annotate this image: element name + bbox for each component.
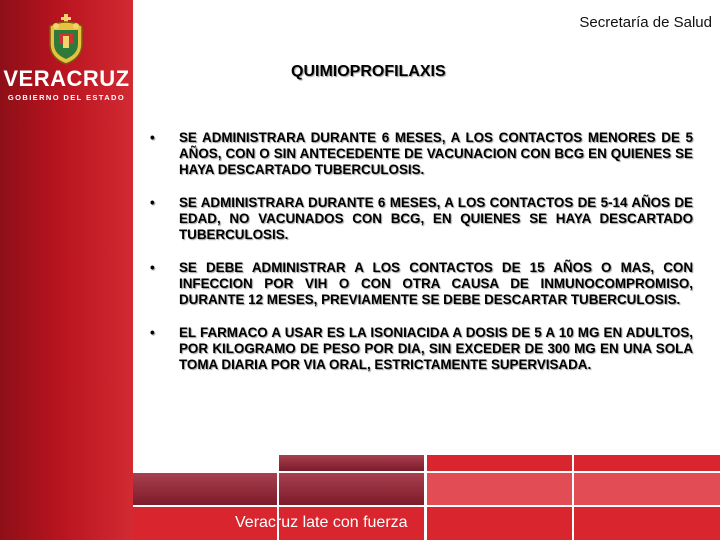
bullet-symbol: • — [150, 325, 155, 340]
department-label: Secretaría de Salud — [579, 14, 712, 31]
brand-sidebar — [0, 0, 133, 540]
bullet-text: SE ADMINISTRARA DURANTE 6 MESES, A LOS CONTACTOS DE 5-14 AÑOS DE EDAD, NO VACUNADOS CON BCG, EN QUIENES SE HAYA DESCARTADO TUBERCULOSIS. — [179, 195, 693, 242]
list-item — [150, 195, 693, 243]
footer-tile — [574, 473, 720, 505]
coat-of-arms-icon — [44, 14, 88, 66]
page-title: QUIMIOPROFILAXIS — [291, 63, 446, 80]
footer-tile — [574, 455, 720, 471]
bullet-symbol: • — [150, 260, 155, 275]
bullet-list — [150, 130, 693, 390]
footer-tiles — [133, 455, 720, 540]
bullet-text: SE DEBE ADMINISTRAR A LOS CONTACTOS DE 15 AÑOS O MAS, CON INFECCION POR VIH O CON OTRA CAUSA DE INMUNOCOMPROMISO, DURANTE 12 MESES, PREVIAMENTE SE DEBE DESCARTAR TUBERCULOSIS. — [179, 260, 693, 307]
footer-slogan: Veracruz late con fuerza — [235, 514, 408, 531]
list-item — [150, 130, 693, 178]
list-item — [150, 260, 693, 308]
footer-tile — [133, 473, 277, 505]
brand-name: VERACRUZ — [3, 66, 130, 91]
list-item — [150, 325, 693, 373]
bullet-symbol: • — [150, 130, 155, 145]
bullet-text: EL FARMACO A USAR ES LA ISONIACIDA A DOSIS DE 5 A 10 MG EN ADULTOS, POR KILOGRAMO DE PESO POR DIA, SIN EXCEDER DE 300 MG EN UNA SOLA TOMA DIARIA POR VIA ORAL, ESTRICTAMENTE SUPERVISADA. — [179, 325, 693, 372]
footer-tile — [427, 507, 572, 540]
bullet-text: SE ADMINISTRARA DURANTE 6 MESES, A LOS CONTACTOS MENORES DE 5 AÑOS, CON O SIN ANTECEDENTE DE VACUNACION CON BCG EN QUIENES SE HAYA DESCARTADO TUBERCULOSIS. — [179, 130, 693, 177]
footer-tile — [279, 455, 424, 471]
bullet-symbol: • — [150, 195, 155, 210]
footer-tile — [427, 455, 572, 471]
brand-subtitle: GOBIERNO DEL ESTADO — [7, 93, 126, 102]
footer-tile — [427, 473, 572, 505]
footer-tile — [574, 507, 720, 540]
footer-tile — [279, 473, 424, 505]
